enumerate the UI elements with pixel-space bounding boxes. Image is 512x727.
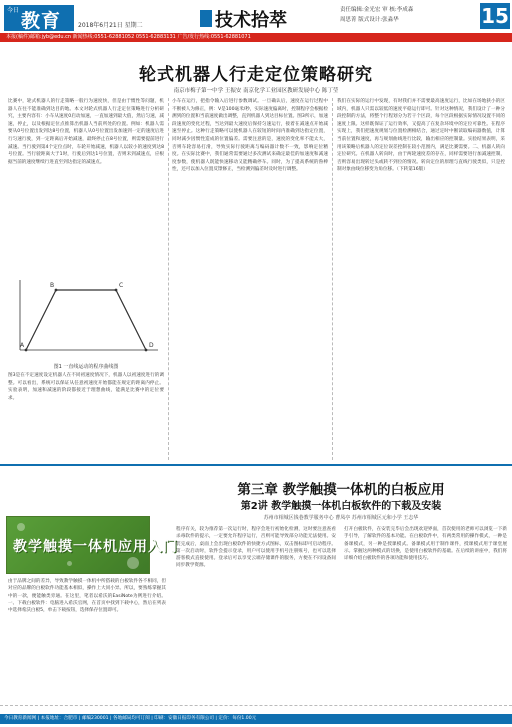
column-divider — [332, 98, 333, 460]
curve-point — [55, 289, 58, 292]
curve-point-label: C — [119, 282, 124, 289]
curve-point — [145, 349, 148, 352]
issue-date: 2018年6月21日 星期二 — [78, 22, 143, 29]
curve-point-label: B — [50, 282, 55, 289]
article-2-byline: 苏州市相城区钱巷教学服务中心 曹凤亭 苏州市相城区元和小学 王志华 — [263, 515, 419, 521]
newspaper-logo — [4, 5, 74, 31]
banner-decoration — [17, 523, 25, 531]
article-2-title: 第三章 教学触摸一体机的白板应用 — [237, 482, 445, 498]
banner-decoration — [127, 557, 139, 569]
section-divider — [0, 464, 512, 466]
footer-bar: 今日教育新闻网 | 本报地址：合肥市 | 邮编230001 | 各地邮局均可订阅 | 印刷：安徽日报印务有限公司 | 定价：每份1.00元 — [0, 714, 512, 724]
editors-info — [340, 5, 413, 25]
article-2-column-3: 打开白板软件，在安装完毕后会出现欢迎界面，首次使用的老师可以浏览一下新手引导，了解软件的基本功能。在白板软件中，有两类常用的操作模式，一种是备课模式，另一种是授课模式。备课模式用于制作课件，授课模式用于课堂展示。掌握这两种模式的切换，是使用白板软件的基础。在后续的讲座中，我们将详细介绍白板软件的各项功能和使用技巧。 — [344, 527, 507, 562]
article-column-2: 小车在运行，把指令输入后进行参数调试。一旦确认后，速度在运行过程中不断被人为修正，例：V是100毫米/秒，实际速度偏离时，控制程序会根据检测到的位置和当前速度做出调整，直到机器人到达目标位置。图3所示，加速段速度的变化过程，当达到最大速度后保持匀速运行，接着在减速点开始减速至停止。这种行走策略可以使机器人在较短的时间内准确到达指定位置，同时减少因惯性造成的位置偏差。需要注意的是，速度的变化率不能太大，否则车轮容易打滑，导致实际行驶距离与编码器计数不一致，影响定位精度。在实际比赛中，我们通常需要通过多次测试来确定最佳的加速度和减速度参数，使机器人既能快速移动又能精确停车。同时，为了提高系统的鲁棒性，还可以加入位置反馈修正，当检测到偏差时及时进行调整。 — [172, 99, 328, 173]
editors-line-1: 责任编辑:金光宏 审 核:李成森 — [340, 7, 414, 13]
curve-point-label: D — [149, 342, 154, 349]
article-column-1: 比赛中，轮式机器人的行走策略一般行为速度快，但是由于惯性等问题，机器人在往不能准确到达目的地。本文对轮式机器人行走定位策略进行分析研究，主要内容有：小车从速度0启动加速，一直加速到最大值，然后匀速，减速，停止，以及根据定位点推算出机器人当前所处的位置。例如：机器人需要从0号位置出发到达8号位置，机器人从0号位置出发加速到一定的速度后进行匀速行驶，到一定距离后开始减速，最终停止在8号位置，则需要提前进行减速。当行驶到第4个定位点时，车轮开始减速，机器人以较小的速度到达8号位置。当行驶距离大于1时，行驶后到达1号位置，否则未到减速点，应根据当前的速度继续行进直至到达指定的减速点。 — [8, 99, 164, 165]
banner-decoration — [67, 561, 72, 566]
motion-curve-figure — [12, 276, 162, 362]
masthead — [0, 0, 512, 44]
speed-curve-line — [26, 290, 146, 350]
article-column-1-continued: 图3是在不定速度设定机器人在不同初速度情况下，机器人以初速度进行的调整。可以看出，系统可以保证从任意初速度开始都能在规定的距离内停止。实验表明，加速和减速的阶段都接近于理想曲线，能满足比赛中的定位要求。 — [8, 373, 164, 401]
article-2-column-2: 程序有关，较为推荐第一次运行时，程序会进行初始化检测，这时要注意查看杀毒软件的提示，一定要允许程序运行，否则可能导致部分功能无法使用。安装完成后，桌面上会出现白板软件的快捷方式图标，双击图标即可启动程序。第一次启动时，软件会提示登录，用户可以使用手机号注册账号，也可以选择游客模式直接使用。登录后可以享受云端存储课件的服务，方便在不同设备间同步教学资源。 — [176, 527, 336, 569]
footer-divider — [0, 705, 512, 706]
column-divider — [168, 98, 169, 460]
logo-big-text: 教育 — [21, 10, 62, 32]
curve-point — [25, 349, 28, 352]
banner-text: 教学触摸一体机应用入门 — [13, 539, 178, 555]
article-byline: 南京市梅子第一中学 王振安 南京化学工业园区教研发展中心 陈丁莹 — [173, 88, 339, 94]
column-title-marker — [200, 10, 212, 27]
motion-curve-chart — [12, 276, 162, 362]
series-banner-image — [6, 516, 178, 574]
figure-caption: 图1 一直线运动的程序曲线图 — [53, 364, 119, 370]
logo-small-text: 今日 — [7, 7, 20, 14]
curve-point-label: A — [20, 342, 25, 349]
article-column-3: 我们在实际的运行中发现，有时我们并不需要最高速度运行，比如在场地狭小的区域内，机器人只需以较低的速度平稳运行即可。针对这种情况，我们设计了一种分段控制的方法，将整个行程划分为若干个区段，每个区段根据实际情况设置不同的速度上限。这样既保证了运行效率，又提高了在复杂环境中的定位可靠性。在程序实现上，我们把速度规划与位置检测相结合，通过定时中断读取编码器数值，计算当前位置和速度，再与规划曲线进行比较，输出相应的控制量。实验结果表明，采用该策略后机器人的定位误差控制在较小范围内，满足比赛需要。二、机器人转向定位研究。在机器人转向时，由于两轮速度差的存在，同样需要进行加减速控制，否则容易出现转过头或转不到位的情况。转向定位的原理与直线行驶类似，只是控制对象由线位移变为角位移。（下转第16版） — [337, 99, 505, 173]
editors-line-2: 周思菁 版式设计:张淼华 — [340, 17, 399, 23]
article-2-column-1: 由于品牌之间的差异，导致教学触摸一体机中所搭载的白板软件各不相同，但对应的品牌的白板软件功能基本相似，操作上大同小异。所以，要熟练掌握其中的一款，便能触类旁通。在这里，笔者以希沃的EasiNote为例进行介绍。一、下载白板软件：电脑进入希沃官网，在首页中找到下载中心，然后在列表中选择希沃白板5，单击下载按钮，选择保存位置即可。 — [8, 579, 166, 614]
article-2-subtitle: 第2讲 教学触摸一体机白板软件的下载及安装 — [240, 501, 442, 512]
contact-info-bar: 本报(稿件)邮箱:jyb@edu.cn 新闻热线:0551-62881052 0551-62883131 广告/发行热线:0551-62881071 — [0, 33, 512, 42]
curve-point — [115, 289, 118, 292]
article-title: 轮式机器人行走定位策略研究 — [139, 65, 373, 85]
column-title: 技术拾萃 — [215, 10, 287, 31]
page-number: 15 — [481, 4, 509, 28]
